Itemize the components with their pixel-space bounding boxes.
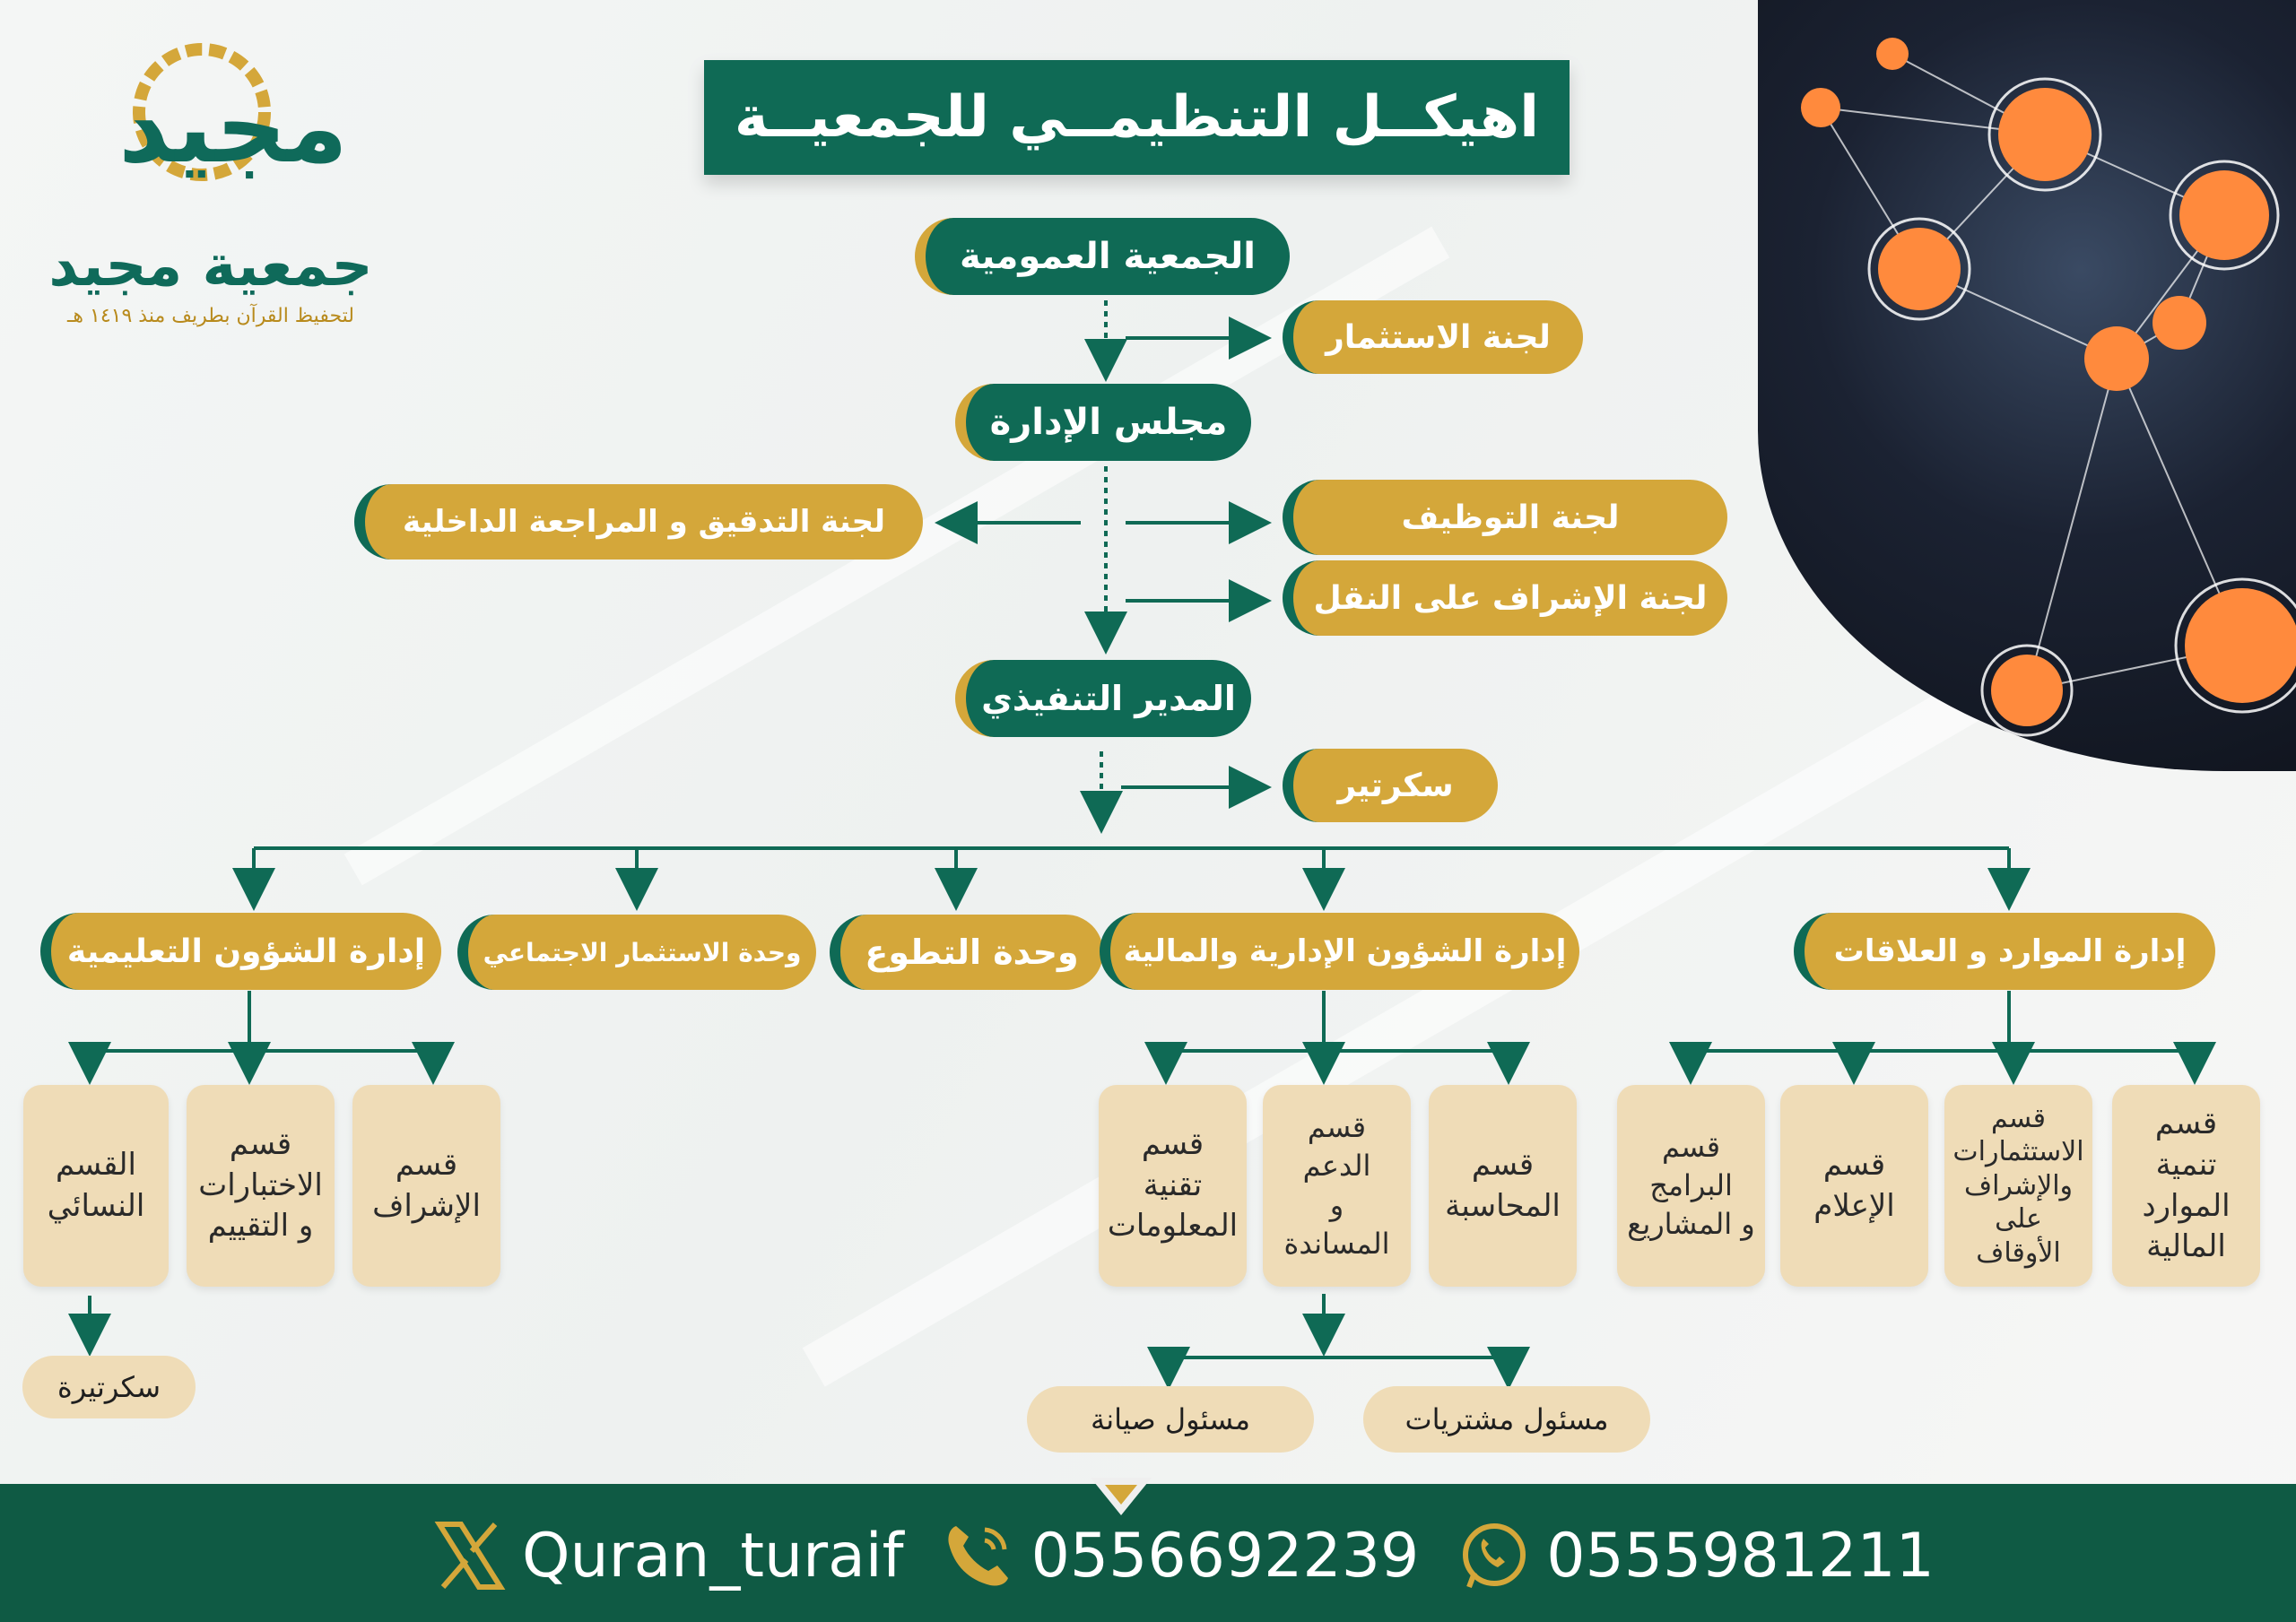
whatsapp-number: 0555981211 <box>1546 1520 1935 1592</box>
tests-section-box: قسم الاختبارات و التقييم <box>187 1085 335 1287</box>
purchasing-officer-box: مسئول مشتريات <box>1363 1386 1650 1453</box>
general-assembly-box: الجمعية العمومية <box>915 218 1290 295</box>
investments-awqaf-section-box: قسم الاستثمارات والإشراف على الأوقاف <box>1944 1085 2092 1287</box>
transport-committee-box: لجنة الإشراف على النقل <box>1283 560 1727 636</box>
phone-icon <box>940 1517 1017 1594</box>
accounting-section-box: قسم المحاسبة <box>1429 1085 1577 1287</box>
page-title: اهيكــل التنظيمــي للجمعيــة <box>734 84 1540 151</box>
whatsapp-icon <box>1455 1517 1532 1594</box>
supervision-section-box: قسم الإشراف <box>352 1085 500 1287</box>
whatsapp-contact[interactable] <box>1455 1517 1935 1594</box>
contact-list <box>430 1515 1935 1596</box>
programs-section-box: قسم البرامج و المشاريع <box>1617 1085 1765 1287</box>
education-dept-box: إدارة الشؤون التعليمية <box>40 913 441 990</box>
footer-notch-accent <box>1105 1485 1137 1505</box>
phone-number: 0556692239 <box>1031 1520 1420 1592</box>
executive-director-box: المدير التنفيذي <box>955 660 1251 737</box>
it-section-box: قسم تقنية المعلومات <box>1099 1085 1247 1287</box>
twitter-contact[interactable] <box>430 1517 904 1594</box>
financial-dev-section-box: قسم تنمية الموارد المالية <box>2112 1085 2260 1287</box>
resources-relations-dept-box: إدارة الموارد و العلاقات <box>1794 913 2215 990</box>
twitter-handle: Quran_turaif <box>522 1520 904 1592</box>
secretary-box: سكرتير <box>1283 749 1498 822</box>
hiring-committee-box: لجنة التوظيف <box>1283 480 1727 555</box>
audit-committee-box: لجنة التدقيق و المراجعة الداخلية <box>354 484 923 559</box>
logo-mark-text: مجيد <box>118 70 348 185</box>
admin-finance-dept-box: إدارة الشؤون الإدارية والمالية <box>1100 913 1579 990</box>
women-section-box: القسم النسائي <box>23 1085 169 1287</box>
x-twitter-icon <box>430 1517 508 1594</box>
maintenance-officer-box: مسئول صيانة <box>1027 1386 1314 1453</box>
investment-committee-box: لجنة الاستثمار <box>1283 300 1583 374</box>
education-secretary-box: سكرتيرة <box>22 1356 196 1418</box>
phone-contact[interactable] <box>940 1517 1420 1594</box>
logo-name: جمعية مجيد <box>48 233 373 299</box>
media-section-box: قسم الإعلام <box>1780 1085 1928 1287</box>
logo-tagline: لتحفيظ القرآن بطريف منذ ١٤١٩ هـ <box>66 305 354 327</box>
board-box: مجلس الإدارة <box>955 384 1251 461</box>
social-investment-unit-box: وحدة الاستثمار الاجتماعي <box>457 915 816 990</box>
support-section-box: قسم الدعم و المساندة <box>1263 1085 1411 1287</box>
volunteering-unit-box: وحدة التطوع <box>830 915 1103 990</box>
